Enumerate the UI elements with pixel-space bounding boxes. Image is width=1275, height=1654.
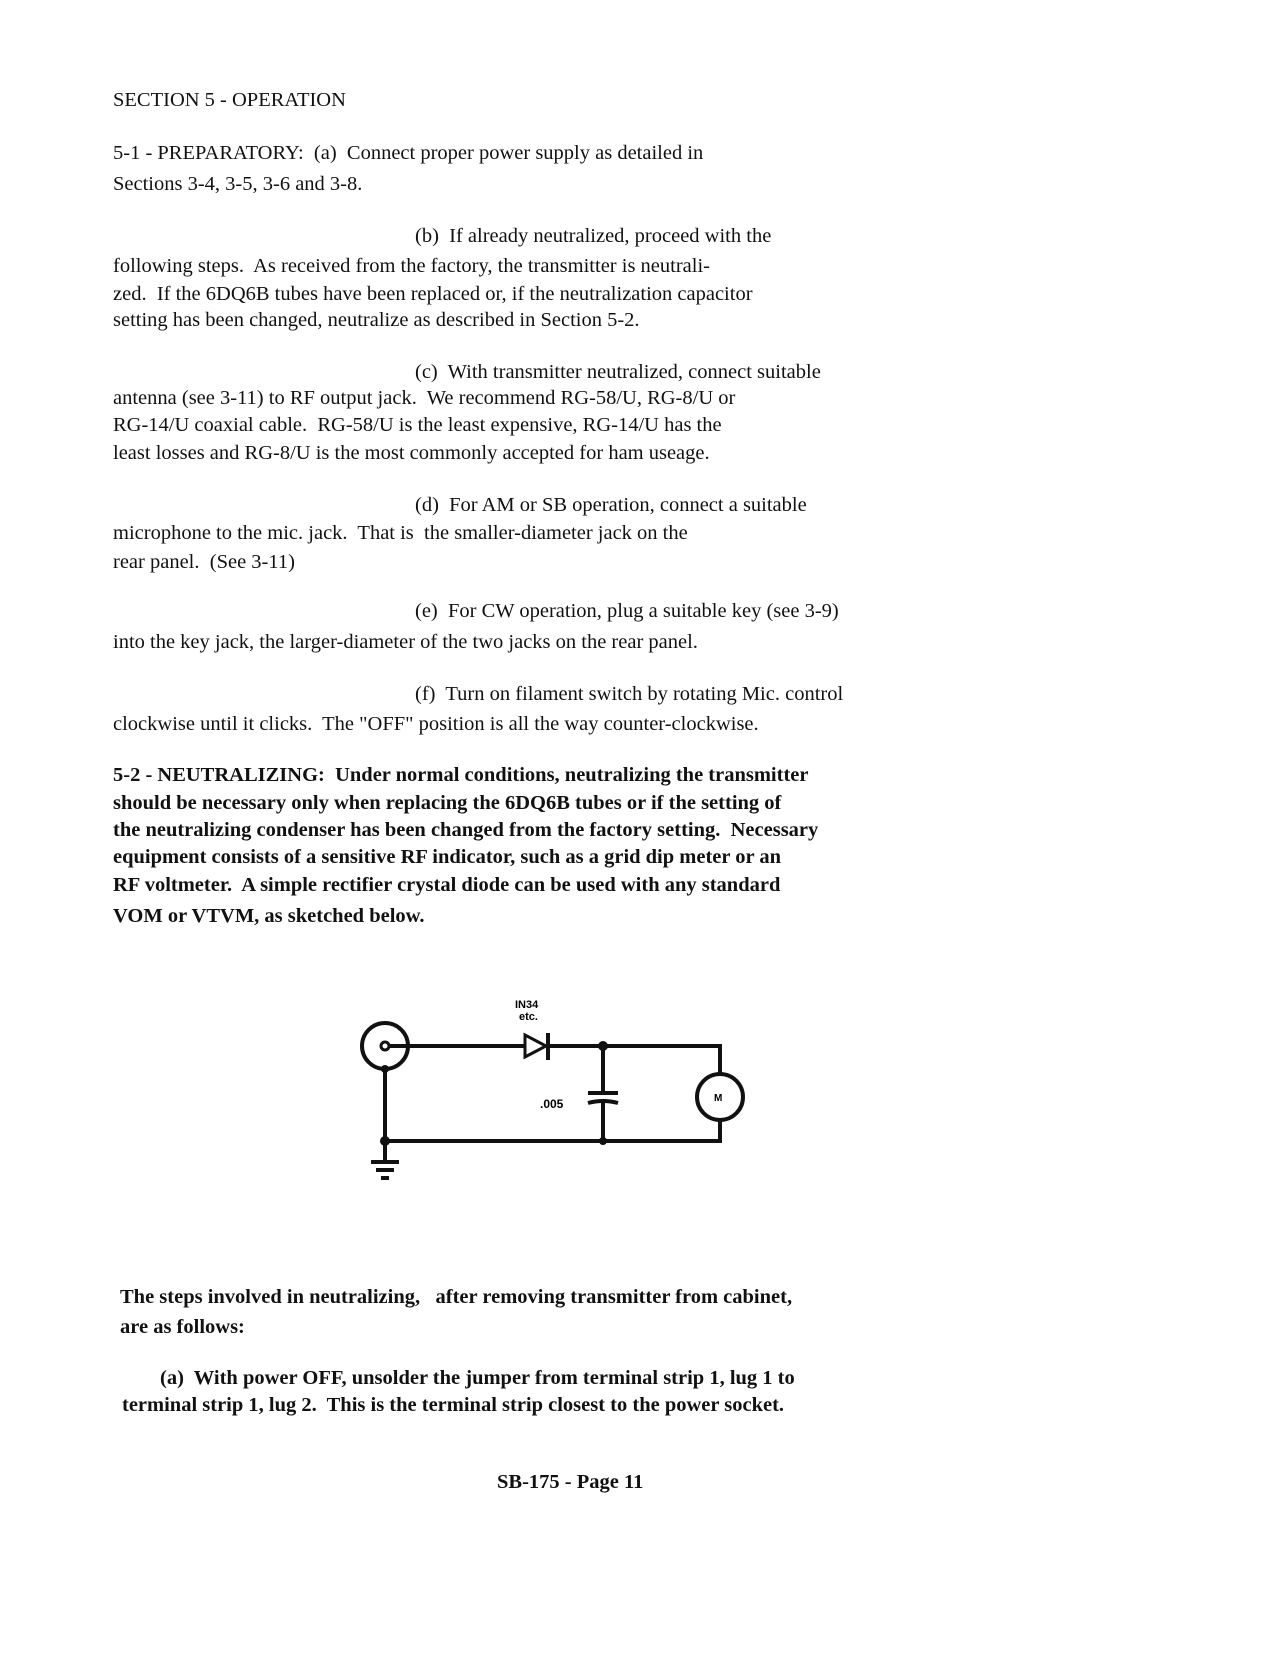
diode-label-etc: etc.	[519, 1011, 538, 1023]
para-5-2-line5: RF voltmeter. A simple rectifier crystal diode can be used with any standard	[113, 874, 781, 896]
para-5-2-line2: should be necessary only when replacing the 6DQ6B tubes or if the setting of	[113, 792, 782, 814]
para-5-2-line6: VOM or VTVM, as sketched below.	[113, 905, 425, 927]
para-5-1-e-line2: into the key jack, the larger-diameter of the two jacks on the rear panel.	[113, 631, 698, 653]
capacitor-label: .005	[540, 1097, 564, 1111]
step-a-line2: terminal strip 1, lug 2. This is the terminal strip closest to the power socket.	[122, 1394, 785, 1416]
para-5-2-line4: equipment consists of a sensitive RF indicator, such as a grid dip meter or an	[113, 846, 781, 868]
steps-intro-line2: are as follows:	[120, 1316, 245, 1338]
para-5-1-f-line1: (f) Turn on filament switch by rotating Mic. control	[415, 683, 844, 705]
para-5-1-d-line2: microphone to the mic. jack. That is the smaller-diameter jack on the	[113, 522, 688, 544]
para-5-1-f-line2: clockwise until it clicks. The "OFF" position is all the way counter-clockwise.	[113, 713, 759, 735]
para-5-2-line3: the neutralizing condenser has been changed from the factory setting. Necessary	[113, 819, 819, 841]
para-5-1-b-line3: zed. If the 6DQ6B tubes have been replaced or, if the neutralization capacitor	[113, 283, 753, 305]
page-footer: SB-175 - Page 11	[497, 1471, 644, 1493]
para-5-1-b-line4: setting has been changed, neutralize as described in Section 5-2.	[113, 309, 640, 331]
para-5-1-b-line2: following steps. As received from the factory, the transmitter is neutrali-	[113, 255, 710, 277]
coax-center-pin	[381, 1042, 389, 1050]
para-5-1-c-line4: least losses and RG-8/U is the most commonly accepted for ham useage.	[113, 442, 710, 464]
para-5-1-a-line2: Sections 3-4, 3-5, 3-6 and 3-8.	[113, 173, 363, 195]
step-a-line1: (a) With power OFF, unsolder the jumper from terminal strip 1, lug 1 to	[160, 1367, 795, 1389]
ground-icon	[371, 1162, 399, 1178]
para-5-1-d-line1: (d) For AM or SB operation, connect a suitable	[415, 494, 807, 516]
para-5-1-c-line2: antenna (see 3-11) to RF output jack. We recommend RG-58/U, RG-8/U or	[113, 387, 736, 409]
steps-intro-line1: The steps involved in neutralizing, after removing transmitter from cabinet,	[120, 1286, 793, 1308]
meter-label: M	[714, 1093, 723, 1104]
para-5-1-d-line3: rear panel. (See 3-11)	[113, 551, 295, 573]
section-title: SECTION 5 - OPERATION	[113, 89, 346, 111]
para-5-1-c-line1: (c) With transmitter neutralized, connect suitable	[415, 361, 821, 383]
para-5-1-b-line1: (b) If already neutralized, proceed with the	[415, 225, 772, 247]
diode-label: IN34	[515, 999, 539, 1011]
para-5-1-c-line3: RG-14/U coaxial cable. RG-58/U is the least expensive, RG-14/U has the	[113, 414, 722, 436]
para-5-1-e-line1: (e) For CW operation, plug a suitable key (see 3-9)	[415, 600, 839, 622]
para-5-2-line1: 5-2 - NEUTRALIZING: Under normal conditions, neutralizing the transmitter	[113, 764, 809, 786]
diode-icon	[525, 1035, 546, 1057]
para-5-1-a-line1: 5-1 - PREPARATORY: (a) Connect proper power supply as detailed in	[113, 142, 704, 164]
